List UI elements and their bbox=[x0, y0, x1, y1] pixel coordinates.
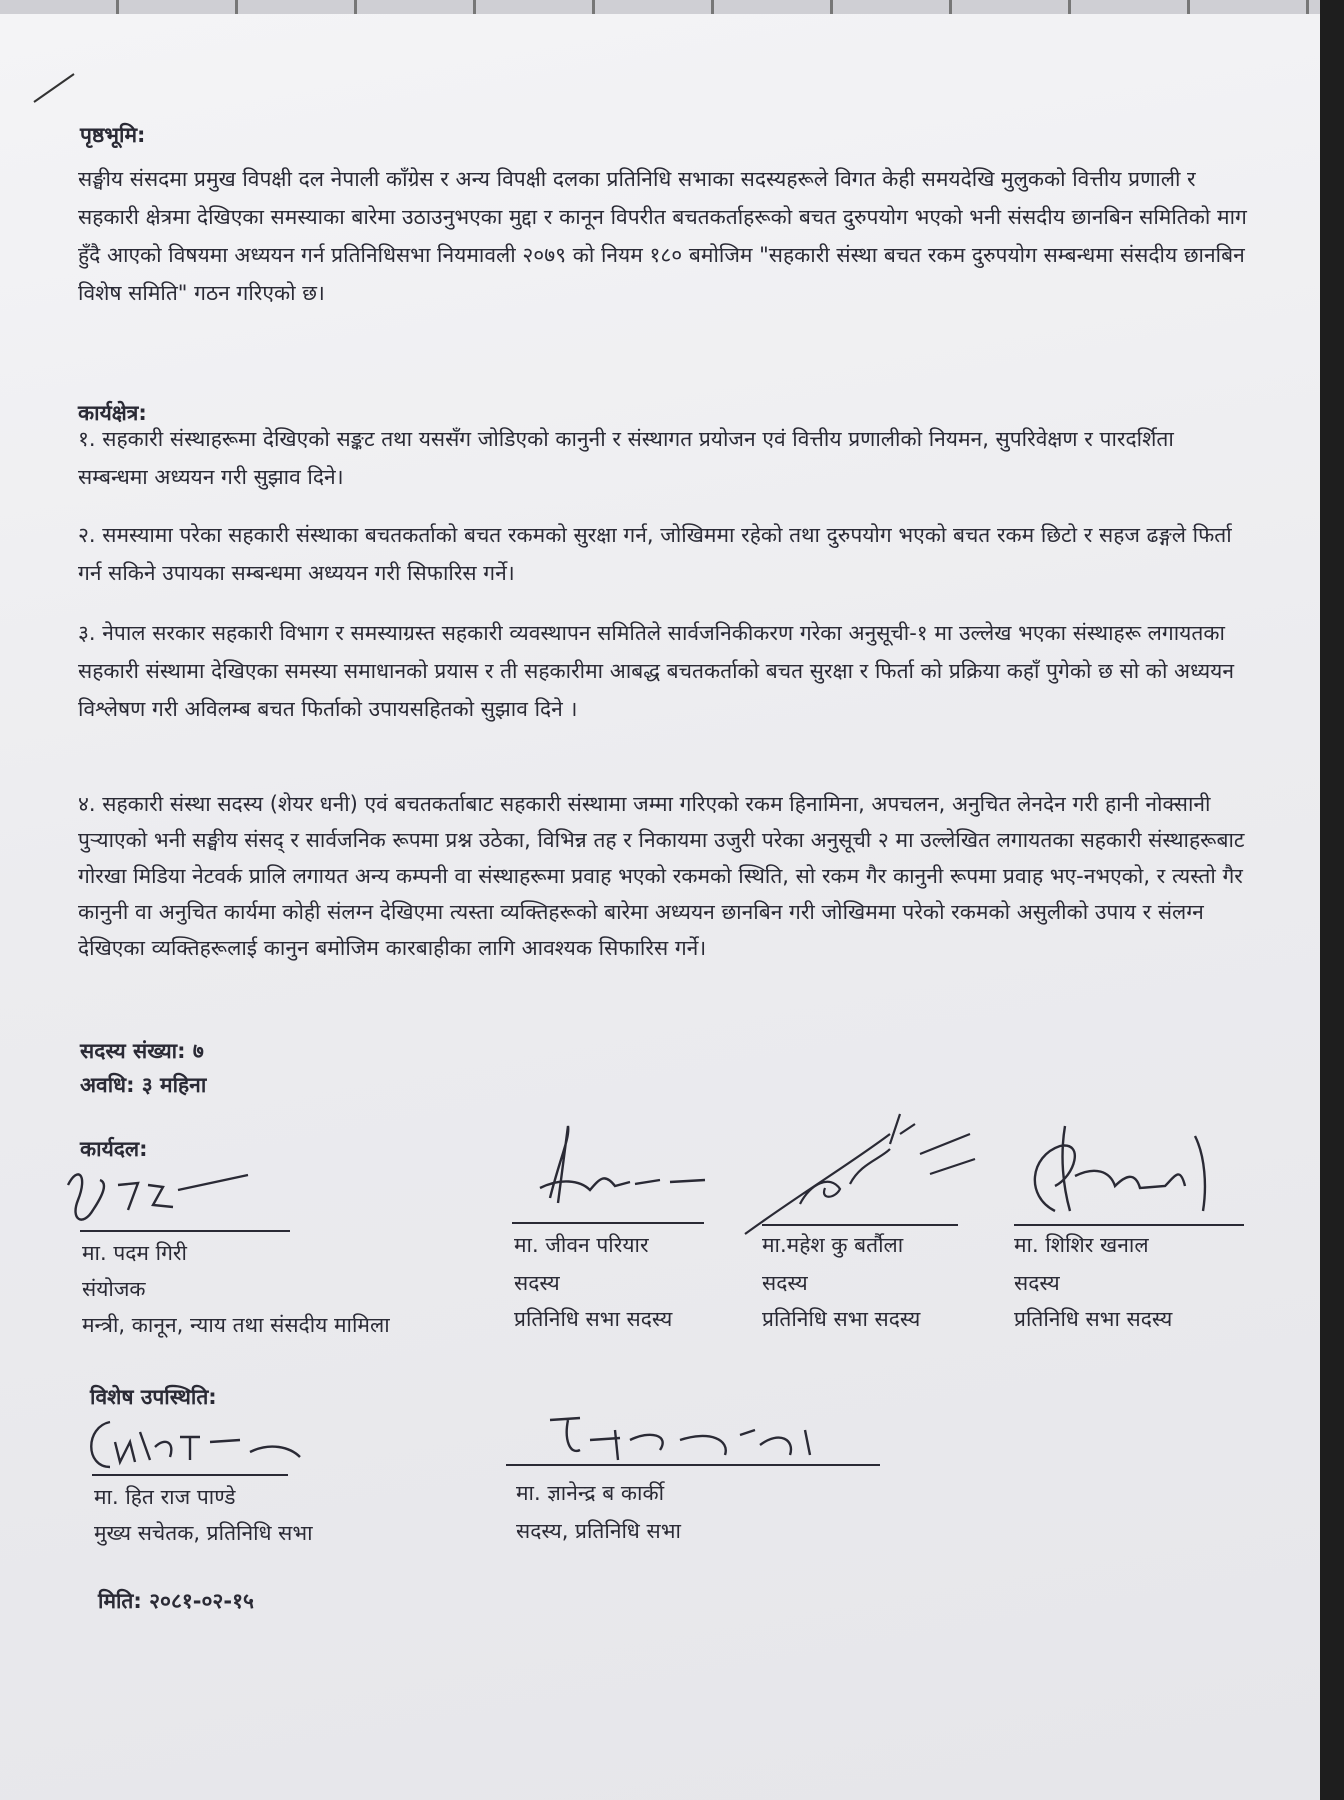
member-role: सदस्य bbox=[1014, 1271, 1060, 1295]
dark-background-edge bbox=[1320, 0, 1344, 1800]
member-post: प्रतिनिधि सभा सदस्य bbox=[762, 1307, 921, 1331]
member-name: मा. शिशिर खनाल bbox=[1014, 1233, 1149, 1257]
special-post: सदस्य, प्रतिनिधि सभा bbox=[516, 1519, 681, 1543]
special-name: मा. हित राज पाण्डे bbox=[94, 1485, 236, 1509]
heading-background: पृष्ठभूमि: bbox=[80, 123, 146, 147]
member-name: मा. पदम गिरी bbox=[82, 1241, 187, 1265]
member-name: मा.महेश कु बर्तौला bbox=[762, 1233, 904, 1257]
duration: अवधि: ३ महिना bbox=[80, 1073, 207, 1097]
member-role: सदस्य bbox=[762, 1271, 808, 1295]
signature-line-6 bbox=[506, 1464, 880, 1466]
signature-shishir-khanal bbox=[1015, 1116, 1255, 1226]
signature-mahesh-bartaula bbox=[740, 1104, 980, 1244]
special-post: मुख्य सचेतक, प्रतिनिधि सभा bbox=[94, 1521, 313, 1545]
signature-line-5 bbox=[92, 1474, 288, 1476]
document-date: मिति: २०८१-०२-१५ bbox=[98, 1589, 254, 1613]
members-count: सदस्य संख्या: ७ bbox=[80, 1039, 204, 1063]
heading-taskforce: कार्यदल: bbox=[80, 1137, 148, 1161]
signature-line-1 bbox=[80, 1230, 290, 1232]
signature-line-3 bbox=[762, 1224, 958, 1226]
scope-item-2: २. समस्यामा परेका सहकारी संस्थाका बचतकर्ताको बचत रकमको सुरक्षा गर्न, जोखिममा रहेको तथा दुरुपयोग भएको बचत रकम छिटो र सहज ढङ्गले फिर्ता गर्न सकिने उपायका सम्बन्धमा अध्ययन गरी सिफारिस गर्ने। bbox=[78, 523, 1232, 585]
member-role: सदस्य bbox=[514, 1271, 560, 1295]
scope-item-1: १. सहकारी संस्थाहरूमा देखिएको सङ्कट तथा यससँग जोडिएको कानुनी र संस्थागत प्रयोजन एवं वित्तीय प्रणालीको नियमन, सुपरिवेक्षण र पारदर्शिता सम्बन्धमा अध्ययन गरी सुझाव दिने। bbox=[78, 427, 1174, 489]
signature-line-4 bbox=[1014, 1224, 1244, 1226]
member-role: संयोजक bbox=[82, 1277, 146, 1301]
member-name: मा. जीवन परियार bbox=[514, 1233, 649, 1257]
pen-stroke-mark bbox=[30, 70, 80, 110]
heading-special: विशेष उपस्थिति: bbox=[90, 1385, 217, 1409]
member-post: प्रतिनिधि सभा सदस्य bbox=[514, 1307, 673, 1331]
signature-jiwan-pariyar bbox=[520, 1118, 720, 1228]
signature-gyanendra-karki bbox=[540, 1400, 840, 1470]
member-post: प्रतिनिधि सभा सदस्य bbox=[1014, 1307, 1173, 1331]
special-name: मा. ज्ञानेन्द्र ब कार्की bbox=[516, 1481, 665, 1505]
member-post: मन्त्री, कानून, न्याय तथा संसदीय मामिला bbox=[82, 1313, 390, 1337]
scope-item-4: ४. सहकारी संस्था सदस्य (शेयर धनी) एवं बचतकर्ताबाट सहकारी संस्थामा जम्मा गरिएको रकम हिनामिना, अपचलन, अनुचित लेनदेन गरी हानी नोक्सानी पुऱ्याएको भनी सङ्घीय संसद् र सार्वजनिक रूपमा प्रश्न उठेका, विभिन्न तह र निकायमा उजुरी परेका अनुसूची २ मा उल्लेखित लगायतका सहकारी संस्थाहरूबाट गोरखा मिडिया नेटवर्क प्रालि लगायत अन्य कम्पनी वा संस्थाहरूमा प्रवाह भएको रकमको स्थिति, सो रकम गैर कानुनी रूपमा प्रवाह भए-नभएको, र त्यस्तो गैर कानुनी वा अनुचित कार्यमा कोही संलग्न देखिएमा त्यस्ता व्यक्तिहरूको बारेमा अध्ययन छानबिन गरी जोखिममा परेको रकमको असुलीको उपाय र संलग्न देखिएका व्यक्तिहरूलाई कानुन बमोजिम कारबाहीका लागि आवश्यक सिफारिस गर्ने। bbox=[78, 792, 1245, 960]
signature-line-2 bbox=[512, 1222, 704, 1224]
signature-hit-raj-pandey bbox=[80, 1412, 310, 1482]
background-paragraph: सङ्घीय संसदमा प्रमुख विपक्षी दल नेपाली काँग्रेस र अन्य विपक्षी दलका प्रतिनिधि सभाका सदस्यहरूले विगत केही समयदेखि मुलुकको वित्तीय प्रणाली र सहकारी क्षेत्रमा देखिएका समस्याका बारेमा उठाउनुभएका मुद्दा र कानून विपरीत बचतकर्ताहरूको बचत दुरुपयोग भएको भनी संसदीय छानबिन समितिको माग हुँदै आएको विषयमा अध्ययन गर्न प्रतिनिधिसभा नियमावली २०७९ को नियम १८० बमोजिम "सहकारी संस्था बचत रकम दुरुपयोग सम्बन्धमा संसदीय छानबिन विशेष समिति" गठन गरिएको छ। bbox=[78, 167, 1247, 305]
heading-scope: कार्यक्षेत्र: bbox=[78, 401, 147, 425]
scope-item-3: ३. नेपाल सरकार सहकारी विभाग र समस्याग्रस्त सहकारी व्यवस्थापन समितिले सार्वजनिकीकरण गरेका अनुसूची-१ मा उल्लेख भएका संस्थाहरू लगायतका सहकारी संस्थामा देखिएका समस्या समाधानको प्रयास र ती सहकारीमा आबद्ध बचतकर्ताको बचत सुरक्षा र फिर्ता को प्रक्रिया कहाँ पुगेको छ सो को अध्ययन विश्लेषण गरी अविलम्ब बचत फिर्ताको उपायसहितको सुझाव दिने । bbox=[78, 621, 1235, 721]
page-top-edge bbox=[0, 0, 1320, 14]
